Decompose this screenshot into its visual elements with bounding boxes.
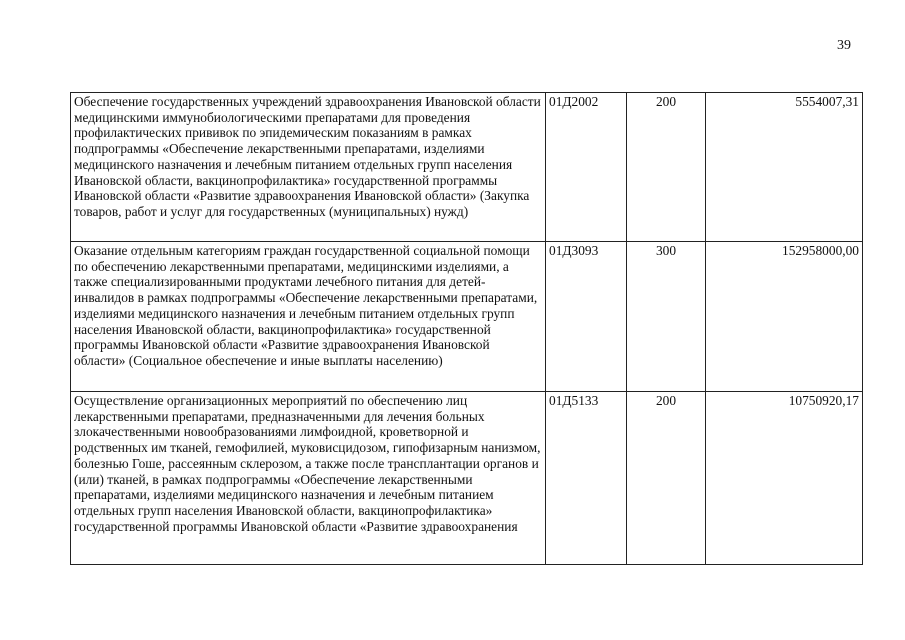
row-target-code: 01Д2002 (546, 93, 627, 242)
row-target-code: 01Д3093 (546, 242, 627, 392)
row-expense-type: 200 (627, 93, 706, 242)
row-description: Обеспечение государственных учреждений здравоохранения Ивановской области медицинскими иммунобиологическими препаратами для проведения профилактических прививок по эпидемическим показаниям в рамках подпрограммы «Обеспечение лекарственными препаратами, изделиями медицинского назначения и лечебным питанием отдельных групп населения Ивановской области, вакцинопрофилактика» государственной программы Ивановской области «Развитие здравоохранения Ивановской области» (Закупка товаров, работ и услуг для государственных (муниципальных) нужд) (71, 93, 546, 242)
row-target-code: 01Д5133 (546, 392, 627, 565)
row-description: Оказание отдельным категориям граждан государственной социальной помощи по обеспечению лекарственными препаратами, медицинскими изделиями, а также специализированными продуктами лечебного питания для детей-инвалидов в рамках подпрограммы «Обеспечение лекарственными препаратами, изделиями медицинского назначения и лечебным питанием отдельных групп населения Ивановской области, вакцинопрофилактика» государственной программы Ивановской области «Развитие здравоохранения Ивановской области» (Социальное обеспечение и иные выплаты населению) (71, 242, 546, 392)
row-expense-type: 300 (627, 242, 706, 392)
table-row (71, 392, 863, 565)
budget-table (70, 92, 863, 565)
table-row (71, 242, 863, 392)
page-number: 39 (837, 38, 851, 53)
row-amount: 5554007,31 (706, 93, 863, 242)
row-amount: 152958000,00 (706, 242, 863, 392)
row-description: Осуществление организационных мероприятий по обеспечению лиц лекарственными препаратами, предназначенными для лечения больных злокачественными новообразованиями лимфоидной, кроветворной и родственных им тканей, гемофилией, муковисцидозом, гипофизарным нанизмом, болезнью Гоше, рассеянным склерозом, а также после трансплантации органов и (или) тканей, в рамках подпрограммы «Обеспечение лекарственными препаратами, изделиями медицинского назначения и лечебным питанием отдельных групп населения Ивановской области, вакцинопрофилактика» государственной программы Ивановской области «Развитие здравоохранения (71, 392, 546, 565)
row-amount: 10750920,17 (706, 392, 863, 565)
table-row (71, 93, 863, 242)
row-expense-type: 200 (627, 392, 706, 565)
